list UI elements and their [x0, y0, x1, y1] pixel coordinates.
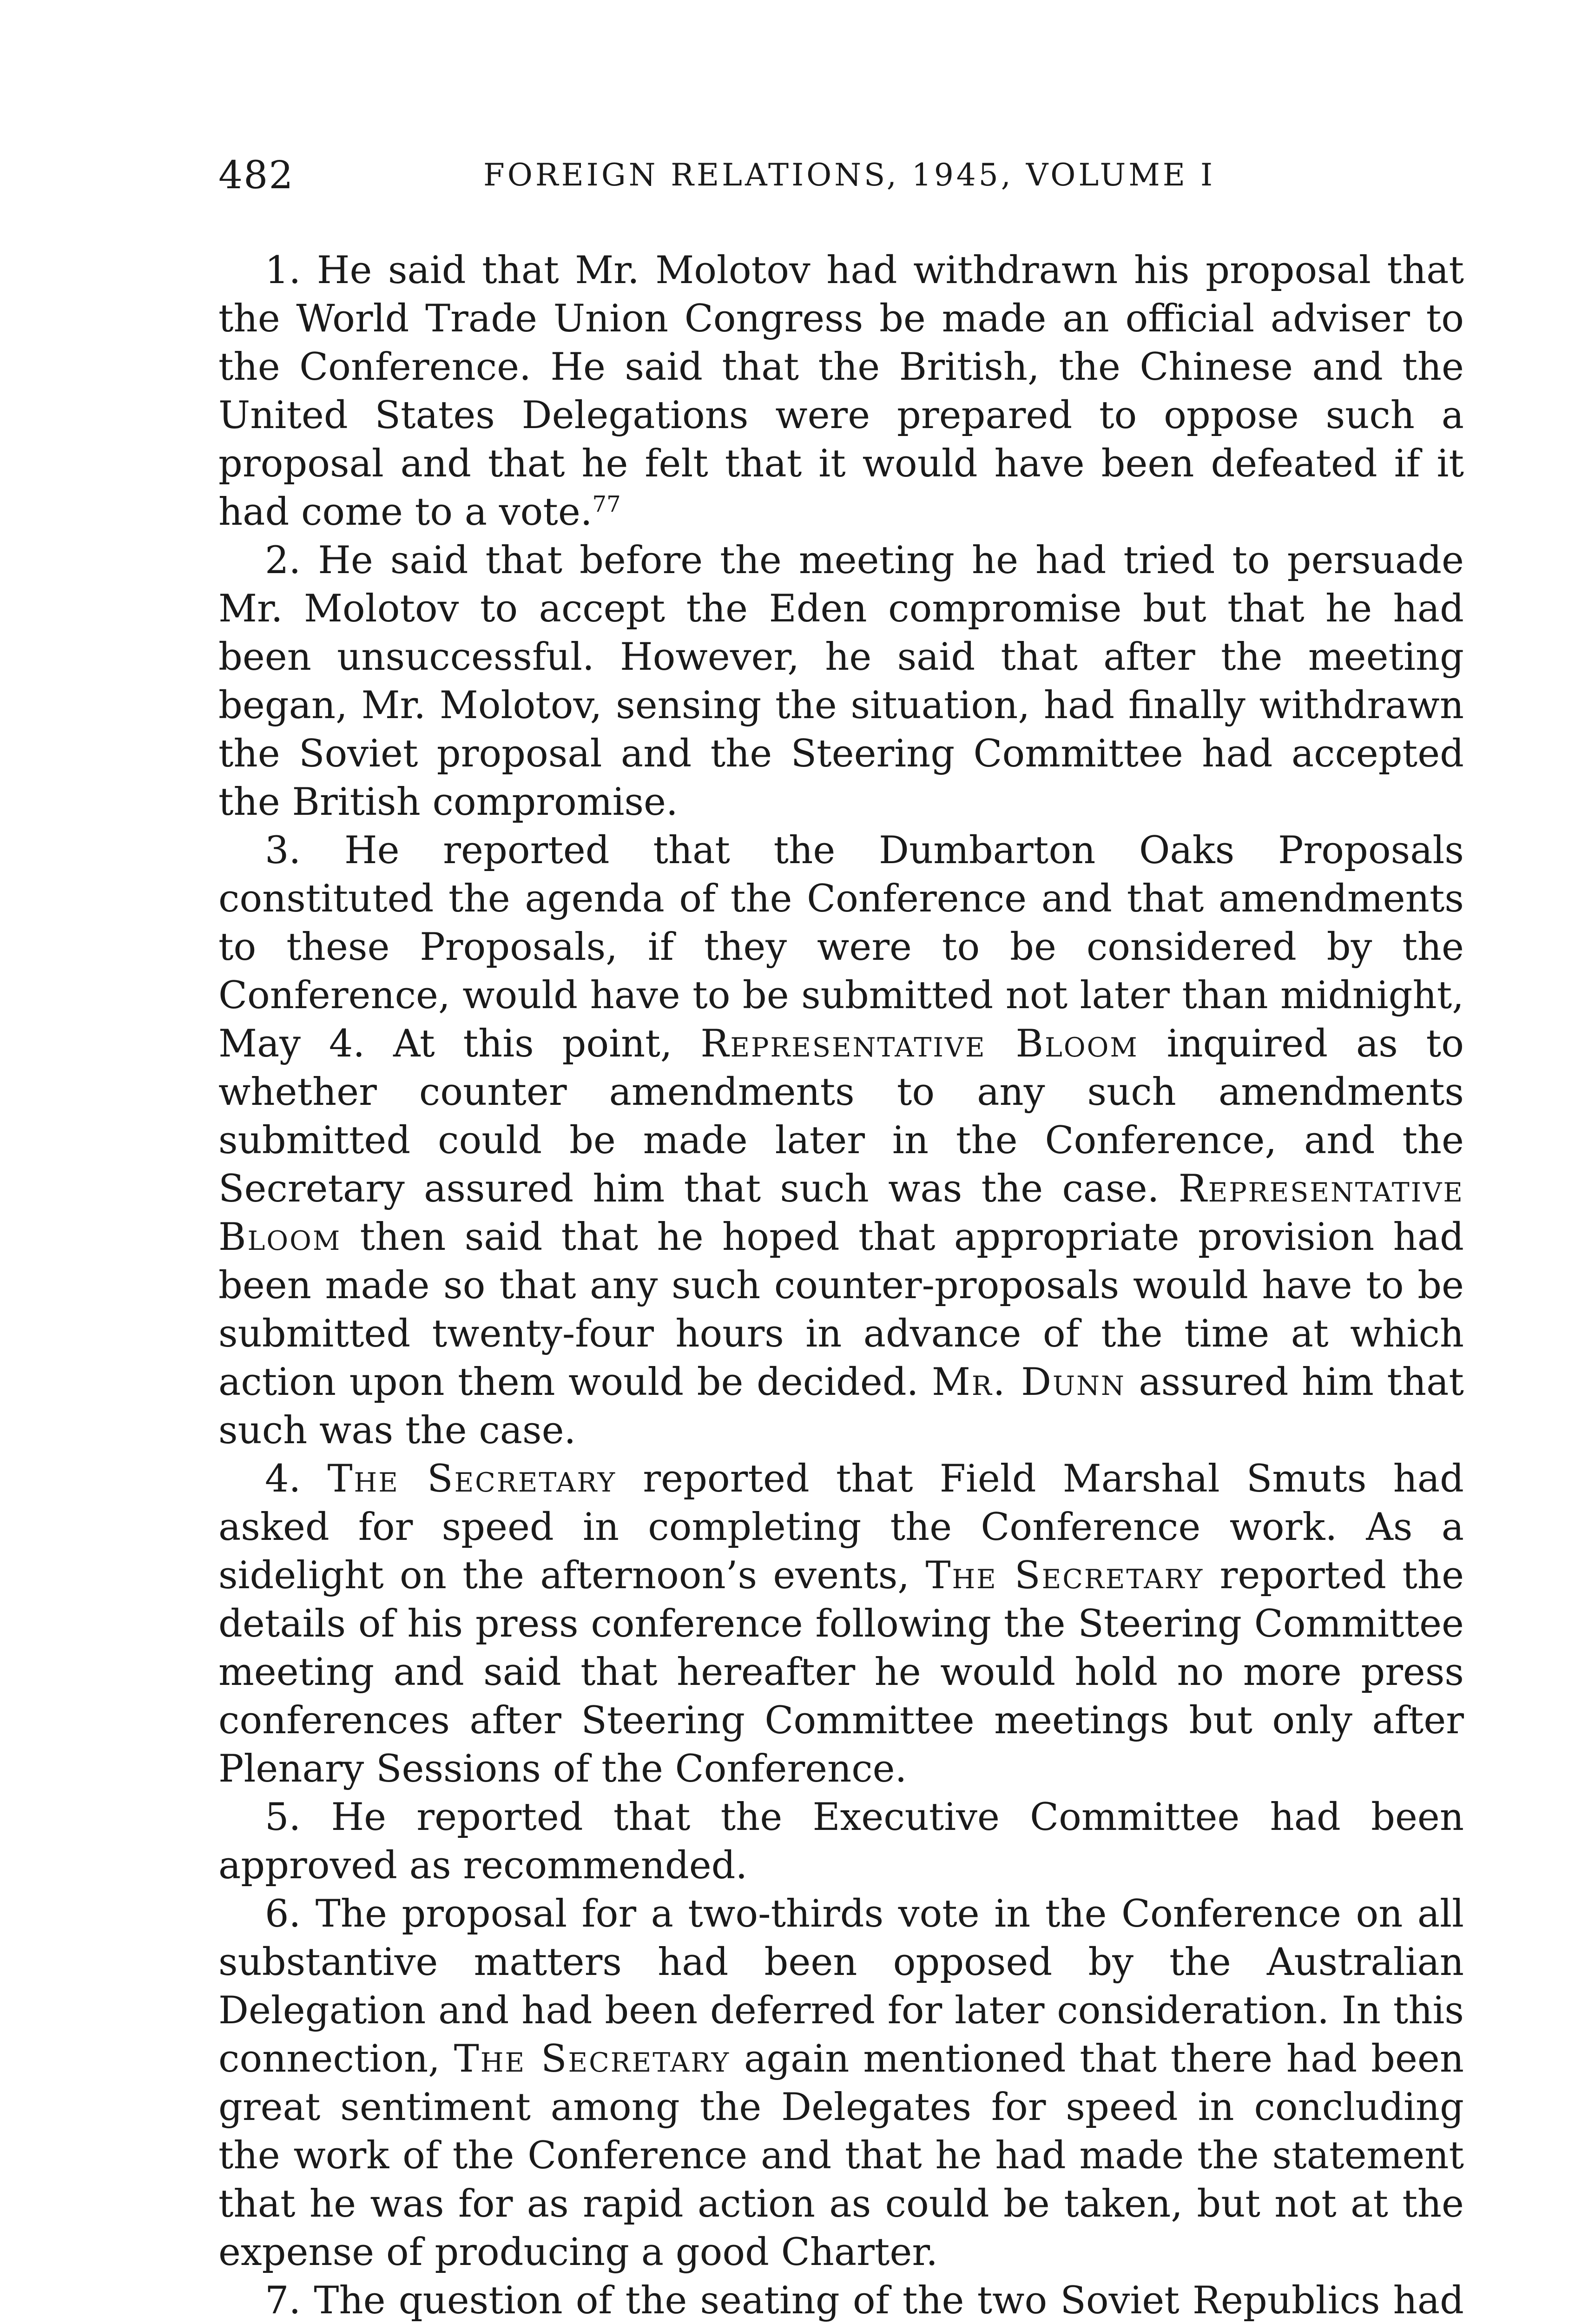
body-text — [218, 246, 1464, 2324]
document-page — [218, 153, 1464, 2324]
speaker-name: Mr. Dunn — [931, 1360, 1126, 1404]
paragraph-7: 7. The question of the seating of the two Soviet Republics had — [265, 2279, 1464, 2323]
running-title: FOREIGN RELATIONS, 1945, VOLUME I — [483, 157, 1216, 193]
speaker-name: The Secretary — [454, 2037, 731, 2081]
paragraph-3: 3. He reported that the Dumbarton Oaks Proposals constituted the agenda of the Conference and that amendments to these Proposals, if they were to be considered by the Conference, would have to be submitted not later than midnight, May 4. At this point, Representative Bloom inquired as to whether counter amendments to any such amendments submitted could be made later in the Conference, and the Secretary assured him that such was the case. Representative Bloom then said that he hoped that appropriate provision had been made so that any such counter-proposals would have to be submitted twenty-four hours in advance of the time at which action upon them would be decided. Mr. Dunn assured him that such was the case. — [218, 829, 1464, 1452]
paragraph-1: 1. He said that Mr. Molotov had withdrawn his proposal that the World Trade Union Congress be made an official adviser to the Conference. He said that the British, the Chinese and the United States Delegations were prepared to oppose such a proposal and that he felt that it would have been defeated if it had come to a vote.$^{77}$ — [218, 249, 1464, 534]
speaker-name: Representative Bloom — [700, 1022, 1139, 1066]
paragraph-2: 2. He said that before the meeting he had tried to persuade Mr. Molotov to accept the Eden compromise but that he had been unsuccessful. However, he said that after the meeting began, Mr. Molotov, sensing the situation, had finally withdrawn the Soviet proposal and the Steering Committee had accepted the British compromise. — [218, 539, 1464, 824]
paragraph-5: 5. He reported that the Executive Committee had been approved as recommended. — [218, 1796, 1464, 1888]
speaker-name: The Secretary — [327, 1457, 617, 1501]
speaker-name: Representative Bloom — [218, 1167, 1464, 1259]
speaker-name: The Secretary — [925, 1554, 1204, 1598]
page-header — [218, 153, 1464, 214]
paragraph-4: 4. The Secretary reported that Field Marshal Smuts had asked for speed in completing the Conference work. As a sidelight on the afternoon’s events, The Secretary reported the details of his press conference following the Steering Committee meeting and said that hereafter he would hold no more press conferences after Steering Committee meetings but only after Plenary Sessions of the Conference. — [218, 1457, 1464, 1791]
paragraph-6: 6. The proposal for a two-thirds vote in the Conference on all substantive matters had been opposed by the Australian Delegation and had been deferred for later consideration. In this connection, The Secretary again mentioned that there had been great sentiment among the Delegates for speed in concluding the work of the Conference and that he had made the statement that he was for as rapid action as could be taken, but not at the expense of producing a good Charter. — [218, 1892, 1464, 2274]
footnote-reference[interactable]: 77 — [592, 491, 621, 517]
page-number: 482 — [218, 153, 294, 198]
